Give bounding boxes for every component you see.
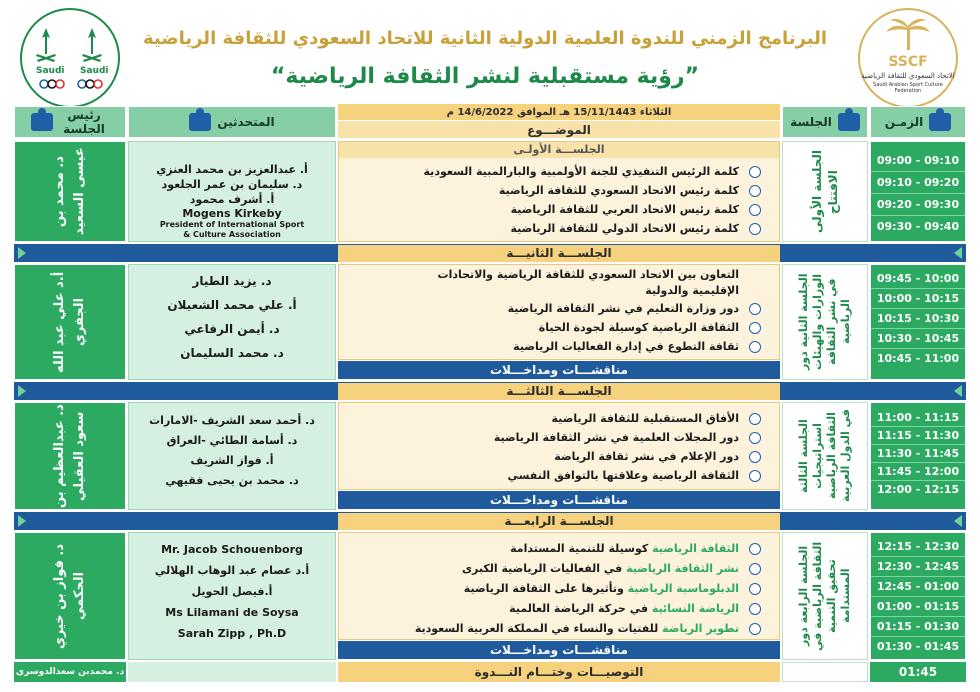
session-2-speakers: [128, 264, 336, 380]
logo-text-saudi: Saudi: [36, 66, 65, 76]
session-3-discussion: مناقشـــات ومداخـــلات: [338, 491, 780, 509]
speaker-name: د. أيمن الرفاعي: [184, 322, 280, 336]
logo-arabic-name: الاتحاد السعودي للثقافة الرياضية: [861, 72, 955, 80]
time-slot: 10:15 - 10:30: [871, 309, 965, 329]
time-slot: 10:30 - 10:45: [871, 329, 965, 349]
session-3-band: الجلســـة الثالثـــة: [338, 383, 780, 400]
topic-text: دور الإعلام في نشر ثقافة الرياضة: [554, 450, 739, 463]
session-3-label: [782, 402, 868, 510]
column-header-chair: [14, 106, 126, 138]
page-title: البرنامج الزمني للندوة العلمية الدولية الثانية للاتحاد السعودي للثقافة الرياضية: [142, 28, 828, 49]
time-slot: 10:00 - 10:15: [871, 289, 965, 309]
speaker-name: أ.فيصل الحويل: [191, 585, 273, 598]
speaker-name: أ. علي محمد الشعيلان: [167, 298, 297, 312]
logo-abbr: SSCF: [888, 54, 928, 70]
time-slot: 01:15 - 01:30: [871, 617, 965, 637]
chair-name: د. فواز بن خيري الحكمي: [52, 543, 87, 649]
column-header-time-label: الزمـن: [884, 115, 924, 129]
speaker-name: أ. عبدالعزيز بن محمد العنزي: [156, 163, 308, 176]
session-4-chair: [14, 532, 126, 660]
session-1-chair: [14, 141, 126, 242]
chevron-left-icon: [954, 385, 962, 397]
logo-text-saudi: Saudi: [80, 66, 109, 76]
session-2-label-text: الجلسة الثانية دور الوزارات والهيئات في نشر الثقافة الرياضية: [797, 273, 852, 371]
topic-item: [339, 267, 779, 299]
session-2-discussion: مناقشـــات ومداخـــلات: [338, 361, 780, 379]
session-4-label-text: الجلسة الرابعة دور الثقافة الرياضية في تحقيق التنمية المستدامة: [797, 541, 852, 651]
column-header-chair-label: رئيس الجلسة: [63, 108, 105, 136]
topic-item: [339, 466, 779, 485]
time-slot: 11:00 - 11:15: [871, 409, 965, 427]
podium-icon: [189, 113, 211, 131]
session-4-label: [782, 532, 868, 660]
time-slot: 12:15 - 12:30: [871, 537, 965, 557]
runner-icon: [749, 563, 761, 575]
time-slot: 09:20 - 09:30: [871, 194, 965, 216]
time-slot: 10:45 - 11:00: [876, 352, 960, 365]
session-2-label: [782, 264, 868, 380]
time-slot: 11:15 - 11:30: [871, 427, 965, 445]
column-header-time: [870, 106, 966, 138]
topic-text: كوسيلة للتنمية المستدامة: [510, 542, 653, 555]
time-slot: 01:00 - 01:15: [871, 597, 965, 617]
speaker-name: أ. أشرف محمود: [189, 193, 275, 206]
topic-text: الثقافة الرياضية وعلاقتها بالتوافق النفسي: [507, 469, 739, 482]
session-2-band: الجلســـة الثانيـــة: [338, 245, 780, 262]
speaker-name: Sarah Zipp , Ph.D: [177, 627, 287, 640]
volunteer-icon: [749, 341, 761, 353]
closing-speakers-cell: [128, 662, 336, 682]
column-header-speakers-label: المتحدثين: [217, 115, 275, 129]
speech-icon: [749, 204, 761, 216]
column-header-topic: الموضـــوع: [338, 121, 780, 138]
topic-text: كلمة رئيس الاتحاد الدولي للثقافة الرياضية: [510, 222, 739, 235]
chair-icon: [31, 113, 53, 131]
topic-item: [339, 299, 779, 318]
session-2-times: [870, 264, 966, 380]
topic-text: الأفاق المستقبلية للثقافة الرياضية: [551, 412, 739, 425]
topic-text: التعاون بين الاتحاد السعودي للثقافة الرياضية والاتحادات الإقليمية والدولية: [437, 268, 739, 297]
speaker-name: د. يزيد الطيار: [192, 274, 272, 288]
session-1-label: [782, 141, 868, 242]
topic-item: [339, 428, 779, 447]
saudi-olympic-logo: [20, 8, 120, 108]
closing-chair: د. محمدبن سعدالدوسري: [14, 662, 126, 682]
topic-text: ثقافة التطوع في إدارة الفعاليات الرياضية: [513, 340, 739, 353]
topic-text: في حركة الرياضة العالمية: [509, 602, 652, 615]
speaker-name: د. محمد السليمان: [180, 346, 284, 360]
session-2-topics: [338, 264, 780, 360]
sscf-logo: [858, 8, 958, 108]
session-4-topics: [338, 532, 780, 640]
chevron-left-icon: [954, 247, 962, 259]
quality-of-life-icon: [749, 322, 761, 334]
time-slot: 11:45 - 12:00: [871, 463, 965, 481]
topic-item: [339, 181, 779, 200]
session-3-speakers: [128, 402, 336, 510]
runner-icon: [749, 623, 761, 635]
topic-text: كلمة الرئيس التنفيذي للجنة الأولمبية والبارالمبية السعودية: [423, 165, 739, 178]
psychology-icon: [749, 470, 761, 482]
session-4-speakers: [128, 532, 336, 660]
session-3-times: [870, 402, 966, 510]
closing-session-cell: [782, 662, 868, 682]
runner-icon: [749, 603, 761, 615]
chair-name: أ.د علي عبد الله الجفري: [52, 271, 87, 373]
session-4-discussion: مناقشـــات ومداخـــلات: [338, 641, 780, 659]
time-slot: 01:30 - 01:45: [876, 640, 960, 653]
topic-highlight: تطوير الرياضة: [662, 622, 739, 635]
speaker-name: Mr. Jacob Schouenborg: [161, 543, 303, 556]
palm-swords-icon: [22, 10, 118, 106]
chair-name: د. عبدالعظيم بن سعود العقيلي: [52, 404, 87, 508]
chevron-right-icon: [18, 385, 26, 397]
logo-english-name: Saudi Arabian Sport Culture Federation: [873, 82, 943, 94]
media-icon: [749, 451, 761, 463]
topic-item: [339, 162, 779, 181]
page-subtitle: ”رؤية مستقبلية لنشر الثقافة الرياضية“: [270, 64, 700, 89]
topic-highlight: الرياضة النسائية: [651, 602, 739, 615]
chevron-right-icon: [18, 515, 26, 527]
time-slot: 09:30 - 09:40: [876, 220, 960, 233]
session-4-times: [870, 532, 966, 660]
column-header-speakers: [128, 106, 336, 138]
time-slot: 12:45 - 01:00: [871, 577, 965, 597]
event-date: الثلاثاء 15/11/1443 هـ الموافق 14/6/2022 م: [338, 104, 780, 120]
chair-name: د. محمد بن عيسى السعيد: [52, 147, 87, 236]
column-header-session: [782, 106, 868, 138]
speech-icon: [749, 166, 761, 178]
speaker-name: أ. فواز الشريف: [190, 454, 274, 467]
topic-item: [339, 599, 779, 619]
topic-item: [339, 619, 779, 639]
session-3-chair: [14, 402, 126, 510]
speech-icon: [749, 223, 761, 235]
journal-icon: [749, 432, 761, 444]
session-1-topics: [338, 141, 780, 242]
speaker-name: Ms Lilamani de Soysa: [165, 606, 299, 619]
time-slot: 09:10 - 09:20: [871, 172, 965, 194]
future-icon: [749, 413, 761, 425]
speaker-name: Mogens Kirkeby: [182, 207, 282, 220]
topic-item: [339, 579, 779, 599]
topic-text: الثقافة الرياضية كوسيلة لجودة الحياة: [538, 321, 739, 334]
session-1-band: الجلســـة الأولـى: [339, 142, 779, 158]
session-1-speakers: [128, 141, 336, 242]
speaker-title: President of International Sport & Culture Association: [159, 220, 305, 239]
topic-text: في الفعاليات الرياضية الكبرى: [461, 562, 627, 575]
topic-text: للفتيات والنساء في المملكة العربية السعودية: [414, 622, 663, 635]
speaker-name: أ.د عصام عبد الوهاب الهلالي: [154, 564, 310, 577]
closing-topic: التوصيـــات وختـــام النـــدوة: [338, 662, 780, 682]
speaker-name: د. أسامة الطائي -العراق: [166, 434, 298, 447]
session-2-chair: [14, 264, 126, 380]
chevron-left-icon: [954, 515, 962, 527]
time-slot: 12:00 - 12:15: [876, 483, 960, 496]
speaker-name: د. أحمد سعد الشريف -الامارات: [149, 414, 315, 427]
speech-icon: [749, 185, 761, 197]
topic-text: دور المجلات العلمية في نشر الثقافة الرياضية: [493, 431, 739, 444]
people-icon: [838, 113, 860, 131]
time-slot: 09:45 - 10:00: [871, 269, 965, 289]
topic-text: كلمة رئيس الاتحاد العربي للثقافة الرياضية: [510, 203, 739, 216]
topic-item: [339, 447, 779, 466]
topic-item: [339, 559, 779, 579]
session-3-topics: [338, 402, 780, 490]
topic-item: [339, 409, 779, 428]
session-4-band: الجلســـة الرابعـــة: [338, 513, 780, 530]
clock-icon: [929, 113, 951, 131]
topic-highlight: الدبلوماسية الرياضية: [627, 582, 739, 595]
session-3-label-text: الجلسة الثالثة استراتيجيات الثقافة الرياضية في الدول العربية: [797, 409, 852, 503]
speaker-name: د. محمد بن يحيى فقيهي: [165, 474, 299, 487]
time-slot: 12:30 - 12:45: [871, 557, 965, 577]
runner-icon: [749, 543, 761, 555]
session-1-label-text: الجلسة الأولى الافتتاح: [810, 150, 840, 233]
column-header-session-label: الجلسة: [790, 115, 832, 129]
speaker-name: د. سليمان بن عمر الجلعود: [161, 178, 303, 191]
topic-item: [339, 219, 779, 238]
time-slot: 09:00 - 09:10: [871, 150, 965, 172]
topic-item: [339, 337, 779, 356]
chevron-right-icon: [18, 247, 26, 259]
topic-item: [339, 200, 779, 219]
time-slot: 11:30 - 11:45: [871, 445, 965, 463]
topic-highlight: الثقافة الرياضية: [652, 542, 739, 555]
topic-highlight: نشر الثقافة الرياضية: [626, 562, 739, 575]
session-1-times: [870, 141, 966, 242]
topic-item: [339, 318, 779, 337]
topic-item: [339, 539, 779, 559]
topic-text: دور وزارة التعليم في نشر الثقافة الرياضية: [507, 302, 739, 315]
ministry-icon: [749, 303, 761, 315]
runner-icon: [749, 583, 761, 595]
topic-text: وتأثيرها على الثقافة الرياضية: [463, 582, 628, 595]
topic-text: كلمة رئيس الاتحاد السعودي للثقافة الرياضية: [498, 184, 739, 197]
closing-time: 01:45: [870, 662, 966, 682]
